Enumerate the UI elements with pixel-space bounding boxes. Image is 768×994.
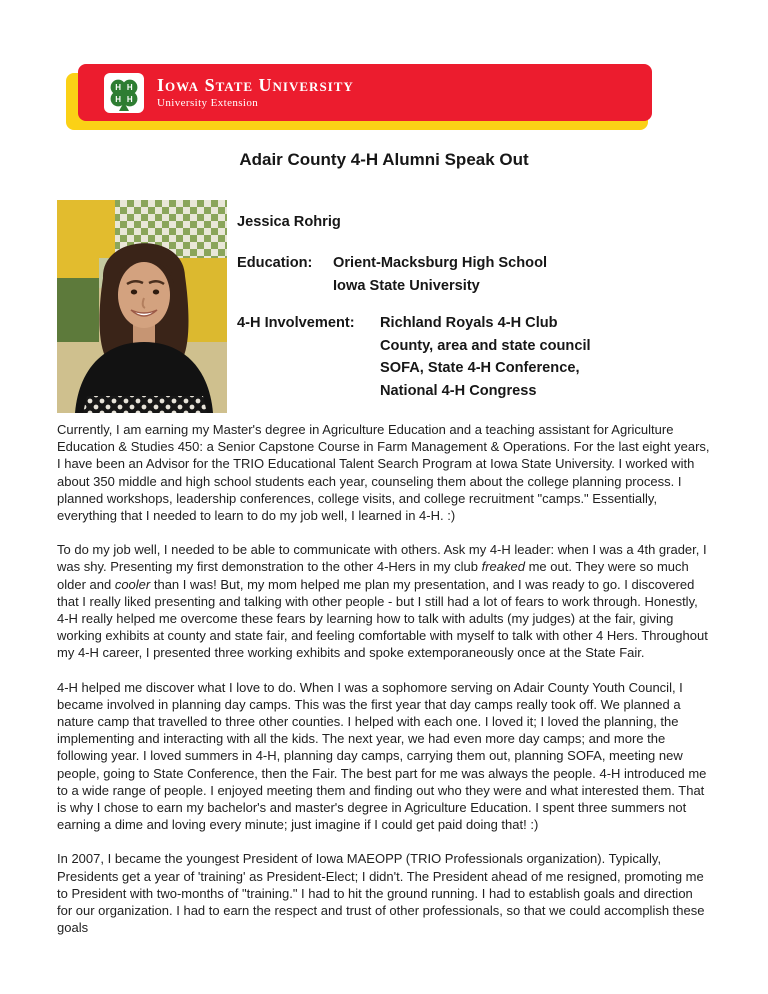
profile-name: Jessica Rohrig	[237, 214, 341, 230]
info-value-line: SOFA, State 4-H Conference,	[380, 360, 580, 376]
info-value-line: Orient-Macksburg High School	[333, 255, 548, 271]
info-value-line: National 4-H Congress	[380, 382, 537, 399]
involvement-label: 4-H Involvement:	[237, 315, 355, 331]
profile-photo	[57, 200, 227, 413]
education-label: Education:	[237, 255, 313, 271]
svg-text:H: H	[115, 94, 122, 104]
article-text: than I was! But, my mom helped me plan my presentation, and I was ready to go. I discovered that I really liked presenting and talking with other people - but I still had a lot of fears to work through. Honestly, 4-H really helped me overcome these fears by learning how to talk with adults (my judges) at the fair, giving working exhibits at county and state fair, and feeling comfortable with myself to talk with other 4 Hers. Throughout my 4-H career, I presented three working exhibits and spoke extemporaneously once at the State Fair.	[57, 576, 708, 661]
article-text: 4-H helped me discover what I love to do. When I was a sophomore serving on Adair County Youth Council, I became involved in planning day camps. This was the first year that day camps really took off. We planned a nature camp that travelled to three other counties. I helped with each one. I loved it; I loved the planning, the implementing and interacting with all the kids. The next year, we had even more day camps; and more the following year. I loved summers in 4-H, planning day camps, carrying them out, planning SOFA, meeting new people, going to State Conference, then the Fair. The best part for me was always the people. 4-H introduced me to a wide range of people. I enjoyed meeting them and finding out who they were and what interested them. That is why I chose to earn my bachelor's and master's degree in Agriculture Education. I spent three summers not earning a dime and loving every minute; just imagine if I could get paid doing that! :)	[57, 679, 707, 833]
article-paragraph	[57, 679, 711, 834]
info-value-line: County, area and state council	[380, 337, 591, 354]
info-value-line: Richland Royals 4-H Club	[380, 315, 558, 331]
svg-text:H: H	[126, 94, 133, 104]
org-subtitle: University Extension	[157, 97, 259, 109]
svg-text:H: H	[126, 82, 133, 92]
article-paragraph	[57, 541, 711, 661]
article-body	[57, 421, 711, 953]
info-value-line: Iowa State University	[333, 277, 480, 294]
article-text-italic: cooler	[114, 576, 151, 592]
article-paragraph	[57, 421, 711, 524]
isu-extension-banner	[66, 64, 652, 131]
page-title: Adair County 4-H Alumni Speak Out	[239, 150, 529, 169]
involvement-row	[237, 312, 711, 402]
article-text-italic: freaked	[481, 559, 525, 575]
article-text: In 2007, I became the youngest President of Iowa MAEOPP (TRIO Professionals organization). Typically, Presidents get a year of 'training' as President-Elect; I didn't. The President ahead of me resigned, promoting me to President with two-months of "training." I had to hit the ground running. I had to establish goals and direction for our organization. I had to earn the respect and trust of other professionals, so that we could accomplish these goals	[57, 851, 705, 936]
banner-text	[157, 76, 354, 109]
profile-section	[57, 200, 711, 415]
article-paragraph	[57, 850, 711, 936]
article-text: To do my job well, I needed to be able to communicate with others. Ask my 4-H leader: when I was a 4th grader, I was shy. Presenting my first demonstration to the other 4-Hers in my club	[57, 542, 707, 575]
profile-info	[237, 200, 711, 402]
article-text: me out. They were so much older and	[57, 559, 689, 592]
education-row	[237, 252, 711, 297]
education-values	[333, 252, 547, 297]
svg-text:H: H	[115, 82, 122, 92]
banner-red-bar	[78, 64, 652, 121]
involvement-values	[380, 312, 591, 402]
4h-clover-icon	[104, 73, 144, 113]
article-text: Currently, I am earning my Master's degree in Agriculture Education and a teaching assistant for Agriculture Education & Studies 450: a Senior Capstone Course in Farm Management & Operations. For the last eight years, I have been an Advisor for the TRIO Educational Talent Search Program at Iowa State University. I worked with about 350 middle and high school students each year, counseling them about the college planning process. I planned workshops, leadership conferences, college visits, and college recruitment "camps." Essentially, everything that I needed to learn to do my job well, I learned in 4-H. :)	[57, 422, 710, 524]
org-name: Iowa State University	[157, 75, 354, 95]
